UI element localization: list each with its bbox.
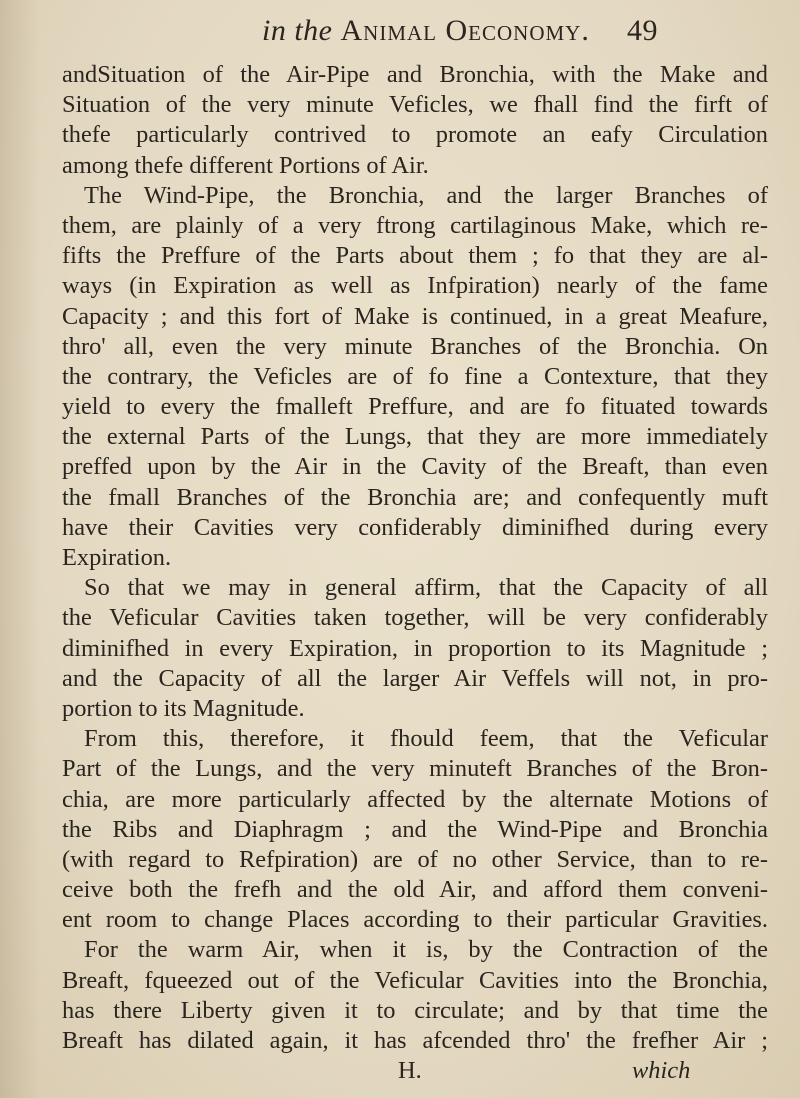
text-line: Breaft has dilated again, it has afcended thro' the frefher Air ; xyxy=(62,1027,768,1054)
text-line: ent room to change Places according to their particular Gravities. xyxy=(62,906,768,934)
text-line: Expiration. xyxy=(62,544,172,571)
text-line: andSituation of the Air-Pipe and Bronchia, with the Make and xyxy=(62,61,768,88)
page-number: 49 xyxy=(627,14,658,47)
text-line: Capacity ; and this fort of Make is continued, in a great Meafure, xyxy=(62,302,768,330)
text-line: portion to its Magnitude. xyxy=(62,694,305,722)
text-line: yield to every the fmalleft Preffure, and are fo fituated towards xyxy=(62,393,768,421)
catchword: which xyxy=(632,1057,691,1085)
page-gutter-shadow xyxy=(0,0,40,1098)
text-line: chia, are more particularly affected by the alternate Motions of xyxy=(62,785,768,813)
text-line: Situation of the very minute Veficles, we fhall find the firft of xyxy=(62,91,768,119)
text-line: ceive both the frefh and the old Air, and afford them conveni- xyxy=(62,876,768,904)
signature-line xyxy=(62,1056,768,1086)
text-line: among thefe different Portions of Air. xyxy=(62,151,429,179)
text-line: (with regard to Refpiration) are of no other Service, than to re- xyxy=(62,845,768,873)
text-line: ways (in Expiration as well as Infpiration) nearly of the fame xyxy=(62,272,768,300)
text-line: For the warm Air, when it is, by the Contraction of the xyxy=(84,936,768,964)
text-line: preffed upon by the Air in the Cavity of the Breaft, than even xyxy=(62,453,768,481)
text-line: the Veficular Cavities taken together, will be very confiderably xyxy=(62,604,768,632)
text-line: thefe particularly contrived to promote an eafy Circulation xyxy=(62,121,768,149)
text-line: them, are plainly of a very ftrong cartilaginous Make, which re- xyxy=(62,211,768,239)
text-line: the fmall Branches of the Bronchia are; and confequently muft xyxy=(62,483,768,511)
running-title-main: Animal Oeconomy. xyxy=(340,14,590,47)
text-line: have their Cavities very confiderably diminifhed during every xyxy=(62,513,768,541)
text-line: From this, therefore, it fhould feem, that the Veficular xyxy=(84,725,768,753)
running-title-prefix: in the xyxy=(262,14,333,47)
text-line: thro' all, even the very minute Branches of the Bronchia. On xyxy=(62,332,768,360)
running-title xyxy=(262,14,590,48)
text-line: the external Parts of the Lungs, that they are more immediately xyxy=(62,423,768,451)
text-line: has there Liberty given it to circulate; and by that time the xyxy=(62,996,768,1024)
text-line: fifts the Preffure of the Parts about them ; fo that they are al- xyxy=(62,242,768,270)
running-header xyxy=(262,14,682,54)
text-line: the contrary, the Veficles are of fo fine a Contexture, that they xyxy=(62,362,768,390)
text-line: diminifhed in every Expiration, in proportion to its Magnitude ; xyxy=(62,634,768,662)
text-line: the Ribs and Diaphragm ; and the Wind-Pipe and Bronchia xyxy=(62,815,768,843)
text-line: and the Capacity of all the larger Air Veffels will not, in pro- xyxy=(62,664,768,692)
body-text xyxy=(62,60,768,1086)
text-line: Part of the Lungs, and the very minuteft Branches of the Bron- xyxy=(62,755,768,783)
text-line: Breaft, fqueezed out of the Veficular Cavities into the Bronchia, xyxy=(62,966,768,994)
text-line: The Wind-Pipe, the Bronchia, and the larger Branches of xyxy=(84,181,768,209)
signature-mark: H. xyxy=(398,1057,422,1085)
text-line: So that we may in general affirm, that the Capacity of all xyxy=(84,574,768,602)
